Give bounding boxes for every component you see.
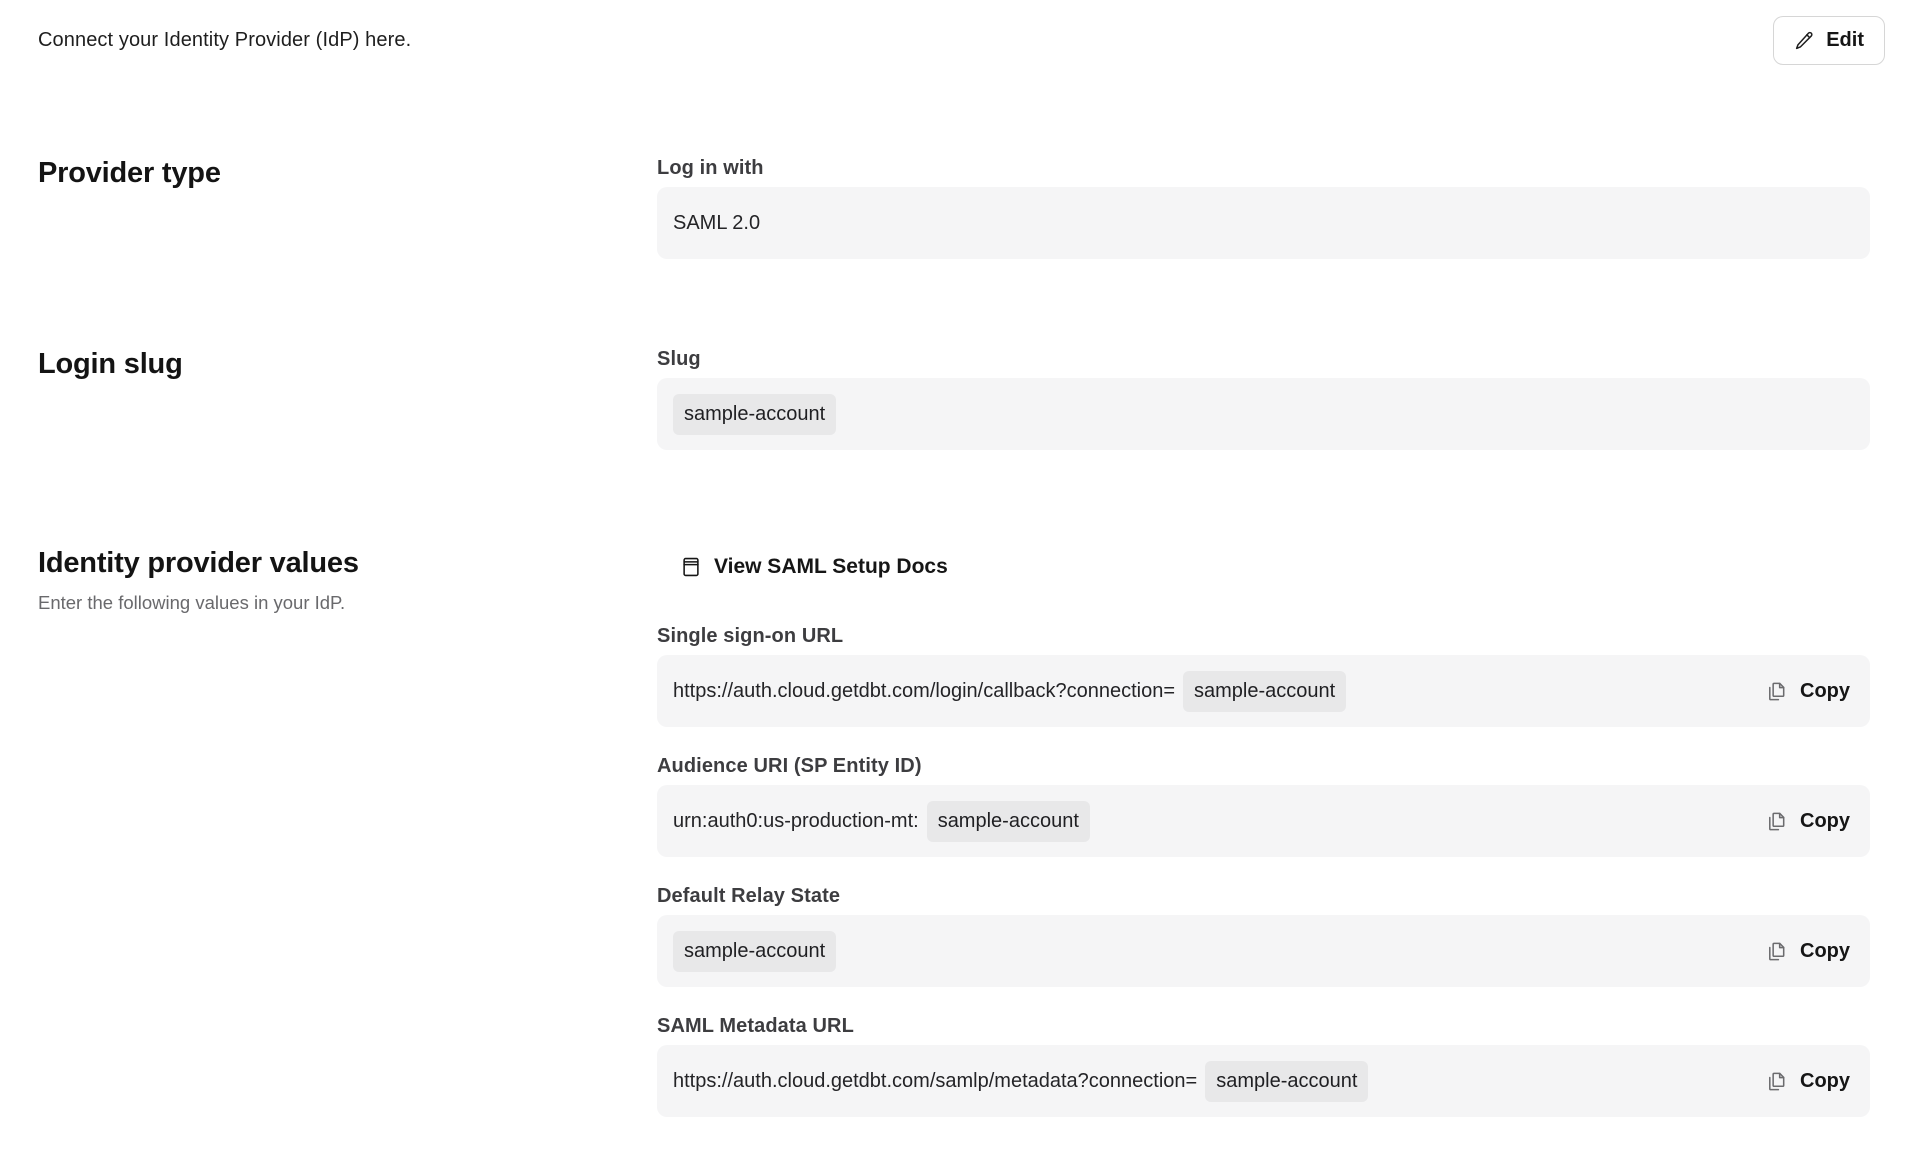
copy-icon [1765, 940, 1788, 963]
login-with-field [657, 187, 1870, 259]
relay-state-field [657, 915, 1870, 987]
copy-button-label: Copy [1800, 1069, 1850, 1092]
header-bar [0, 0, 1908, 65]
login-with-label: Log in with [657, 157, 764, 179]
edit-button-label: Edit [1826, 29, 1864, 51]
login-with-value: SAML 2.0 [673, 211, 761, 234]
saml-metadata-field [657, 1045, 1870, 1117]
saml-metadata-chip: sample-account [1205, 1061, 1368, 1102]
book-icon [680, 556, 702, 578]
slug-value-chip: sample-account [673, 394, 836, 435]
idp-values-heading: Identity provider values [38, 547, 359, 579]
sso-url-field [657, 655, 1870, 727]
relay-state-label: Default Relay State [657, 885, 841, 907]
saml-metadata-group [657, 1015, 1870, 1117]
provider-type-section [0, 157, 1908, 259]
relay-state-chip: sample-account [673, 931, 836, 972]
copy-button[interactable] [1765, 940, 1850, 963]
view-saml-docs-link[interactable] [680, 555, 948, 579]
copy-button-label: Copy [1800, 939, 1850, 962]
copy-button[interactable] [1765, 810, 1850, 833]
saml-metadata-value: https://auth.cloud.getdbt.com/samlp/metadata?connection= [673, 1069, 1198, 1092]
edit-button[interactable] [1773, 16, 1885, 65]
audience-uri-chip: sample-account [927, 801, 1090, 842]
saml-metadata-label: SAML Metadata URL [657, 1015, 854, 1037]
sso-url-group [657, 625, 1870, 727]
sso-url-value: https://auth.cloud.getdbt.com/login/callback?connection= [673, 679, 1175, 702]
page-description: Connect your Identity Provider (IdP) here. [38, 29, 412, 51]
copy-icon [1765, 1070, 1788, 1093]
copy-button-label: Copy [1800, 679, 1850, 702]
copy-button[interactable] [1765, 680, 1850, 703]
audience-uri-group [657, 755, 1870, 857]
copy-button[interactable] [1765, 1070, 1850, 1093]
audience-uri-field [657, 785, 1870, 857]
relay-state-group [657, 885, 1870, 987]
copy-button-label: Copy [1800, 809, 1850, 832]
slug-field [657, 378, 1870, 450]
sso-url-label: Single sign-on URL [657, 625, 844, 647]
idp-values-section [0, 547, 1908, 1117]
copy-icon [1765, 810, 1788, 833]
pencil-icon [1794, 30, 1815, 51]
audience-uri-label: Audience URI (SP Entity ID) [657, 755, 922, 777]
login-slug-heading: Login slug [38, 348, 183, 380]
sso-url-chip: sample-account [1183, 671, 1346, 712]
slug-label: Slug [657, 348, 701, 370]
provider-type-heading: Provider type [38, 157, 221, 189]
login-slug-section [0, 348, 1908, 450]
audience-uri-value: urn:auth0:us-production-mt: [673, 809, 919, 832]
copy-icon [1765, 680, 1788, 703]
idp-values-subheading: Enter the following values in your IdP. [38, 592, 346, 614]
view-saml-docs-label: View SAML Setup Docs [714, 555, 948, 578]
